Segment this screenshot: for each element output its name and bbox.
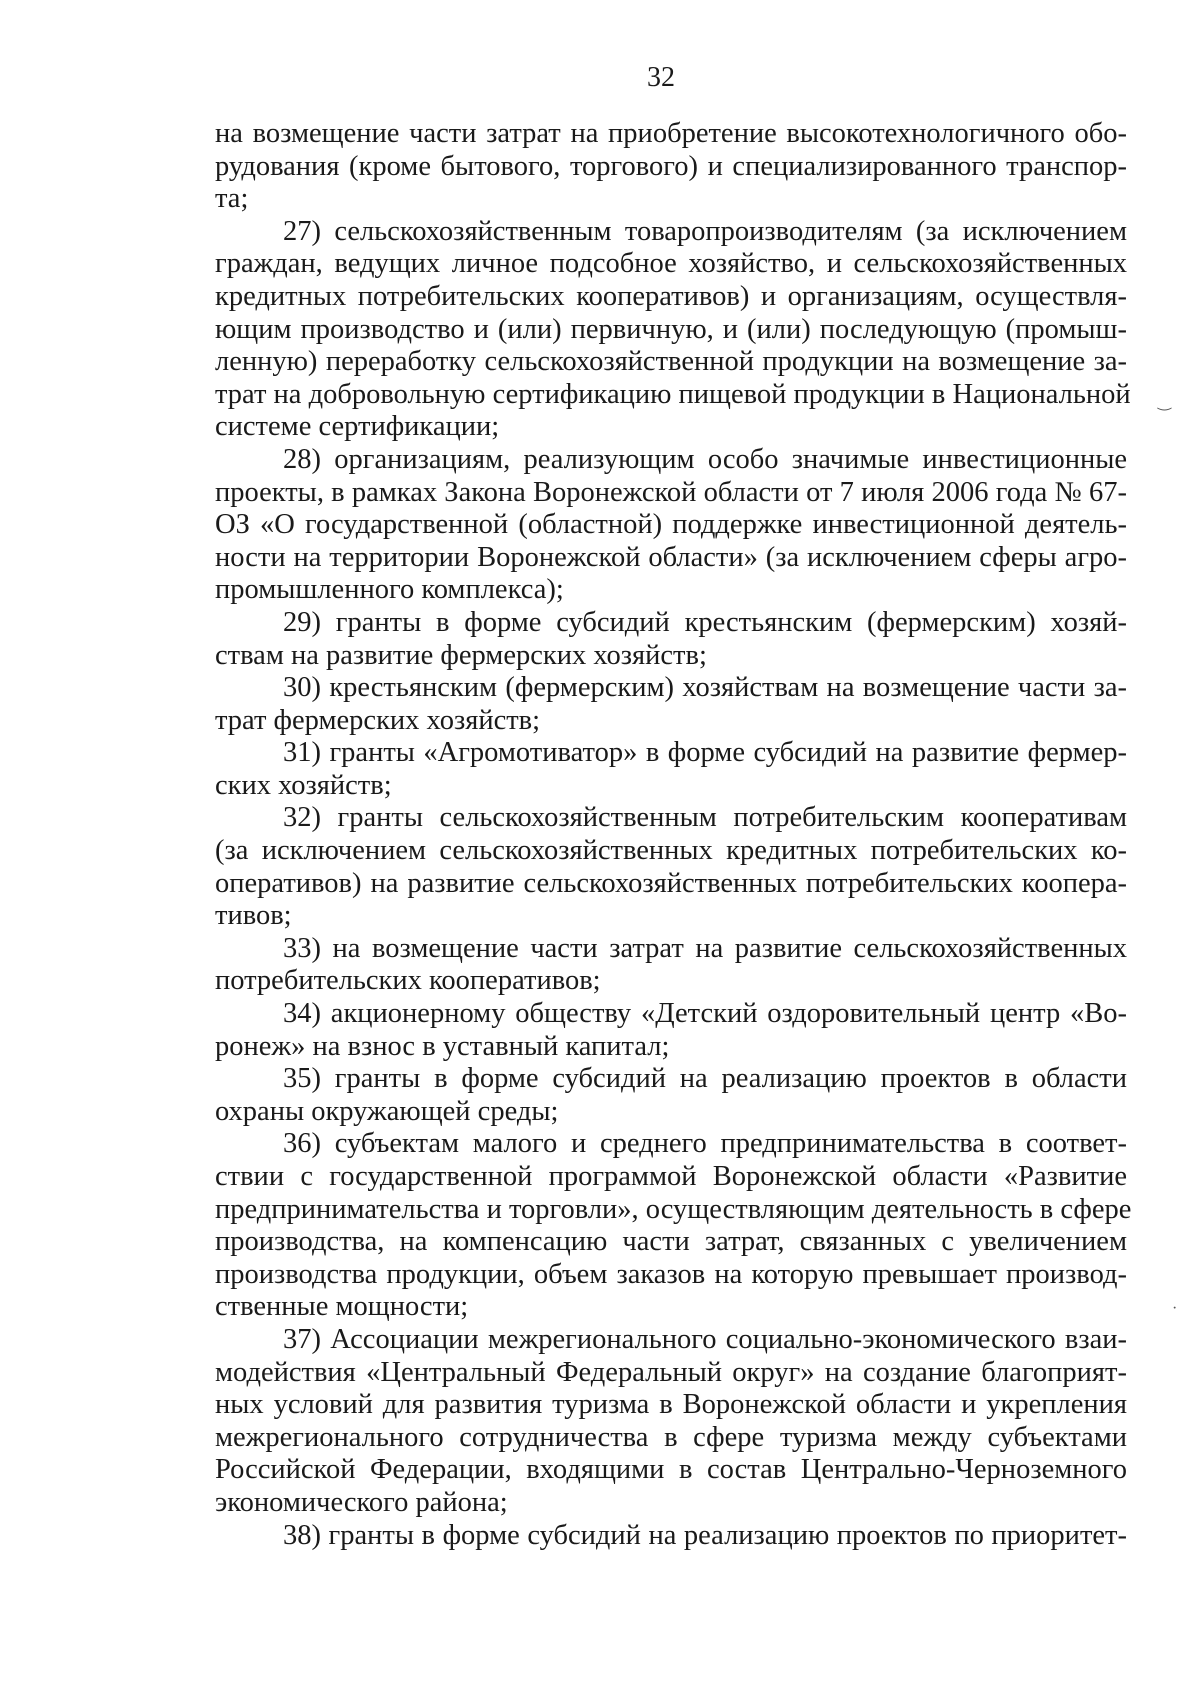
text-line: межрегионального сотрудничества в сфере туризма между субъектами (215, 1421, 1127, 1453)
text-line: ных условий для развития туризма в Воронежской области и укрепления (215, 1389, 1127, 1421)
document-body (215, 118, 1132, 1552)
text-line: ронеж» на взнос в уставный капитал; (215, 1030, 670, 1062)
text-line: 34) акционерному обществу «Детский оздоровительный центр «Во- (283, 998, 1127, 1030)
text-line: оперативов) на развитие сельскохозяйственных потребительских коопера- (215, 867, 1127, 899)
text-line: 37) Ассоциации межрегионального социально-экономического взаи- (283, 1323, 1127, 1355)
text-line: рудования (кроме бытового, торгового) и специализированного транспор- (215, 150, 1127, 182)
text-line: граждан, ведущих личное подсобное хозяйство, и сельскохозяйственных (215, 248, 1127, 280)
text-line: кредитных потребительских кооперативов) и организациям, осуществля- (215, 280, 1127, 312)
paragraph (215, 1520, 1127, 1553)
text-line: 31) гранты «Агромотиватор» в форме субсидий на развитие фермер- (283, 737, 1127, 769)
text-line: 30) крестьянским (фермерским) хозяйствам на возмещение части за- (283, 672, 1127, 704)
scan-mark: ‿ (1158, 394, 1171, 411)
text-line: системе сертификации; (215, 411, 500, 443)
paragraph (215, 1128, 1132, 1324)
text-line: производства, на компенсацию части затрат, связанных с увеличением (215, 1226, 1127, 1258)
paragraph (215, 802, 1127, 932)
text-line: ствам на развитие фермерских хозяйств; (215, 639, 707, 671)
scan-mark: · (1172, 1300, 1178, 1317)
page-number: 32 (647, 62, 675, 93)
text-line: ских хозяйств; (215, 769, 392, 801)
paragraph (215, 933, 1127, 998)
text-line: проекты, в рамках Закона Воронежской области от 7 июля 2006 года № 67- (215, 476, 1127, 508)
paragraph (215, 118, 1127, 216)
text-line: ющим производство и (или) первичную, и (или) последующую (промыш- (215, 313, 1127, 345)
text-line: Российской Федерации, входящими в состав Центрально-Черноземного (215, 1454, 1127, 1486)
paragraph (215, 737, 1127, 802)
text-line: на возмещение части затрат на приобретение высокотехнологичного обо- (215, 118, 1127, 149)
paragraph (215, 215, 1131, 444)
text-line: охраны окружающей среды; (215, 1095, 559, 1127)
text-line: 36) субъектам малого и среднего предпринимательства в соответ- (283, 1128, 1127, 1160)
text-line: модействия «Центральный Федеральный округ» на создание благоприят- (215, 1356, 1127, 1388)
paragraph (215, 1324, 1127, 1520)
text-line: 32) гранты сельскохозяйственным потребительским кооперативам (283, 802, 1127, 834)
text-line: предпринимательства и торговли», осуществляющим деятельность в сфере (215, 1193, 1132, 1225)
text-line: та; (215, 183, 249, 215)
text-line: 35) гранты в форме субсидий на реализацию проектов в области (283, 1063, 1127, 1095)
text-line: ственные мощности; (215, 1291, 469, 1323)
text-line: ности на территории Воронежской области» (за исключением сферы агро- (215, 541, 1127, 573)
text-line: трат на добровольную сертификацию пищевой продукции в Национальной (215, 378, 1131, 410)
text-line: 27) сельскохозяйственным товаропроизводителям (за исключением (283, 215, 1127, 247)
paragraph (215, 998, 1127, 1063)
text-line: производства продукции, объем заказов на которую превышает производ- (215, 1258, 1127, 1290)
text-line: 28) организациям, реализующим особо значимые инвестиционные (283, 443, 1127, 475)
text-line: 29) гранты в форме субсидий крестьянским (фермерским) хозяй- (283, 606, 1127, 638)
paragraph (215, 444, 1127, 607)
paragraph (215, 1063, 1127, 1128)
text-line: (за исключением сельскохозяйственных кредитных потребительских ко- (215, 835, 1127, 867)
paragraph (215, 607, 1127, 672)
text-line: тивов; (215, 900, 292, 932)
text-line: промышленного комплекса); (215, 574, 564, 606)
text-line: ствии с государственной программой Воронежской области «Развитие (215, 1161, 1127, 1192)
text-line: ОЗ «О государственной (областной) поддержке инвестиционной деятель- (215, 509, 1127, 541)
text-line: потребительских кооперативов; (215, 965, 601, 997)
text-line: экономического района; (215, 1486, 508, 1518)
paragraph (215, 672, 1127, 737)
text-line: трат фермерских хозяйств; (215, 704, 541, 736)
text-line: 38) гранты в форме субсидий на реализацию проектов по приоритет- (283, 1519, 1127, 1551)
text-line: 33) на возмещение части затрат на развитие сельскохозяйственных (283, 932, 1127, 964)
text-line: ленную) переработку сельскохозяйственной продукции на возмещение за- (215, 346, 1127, 378)
